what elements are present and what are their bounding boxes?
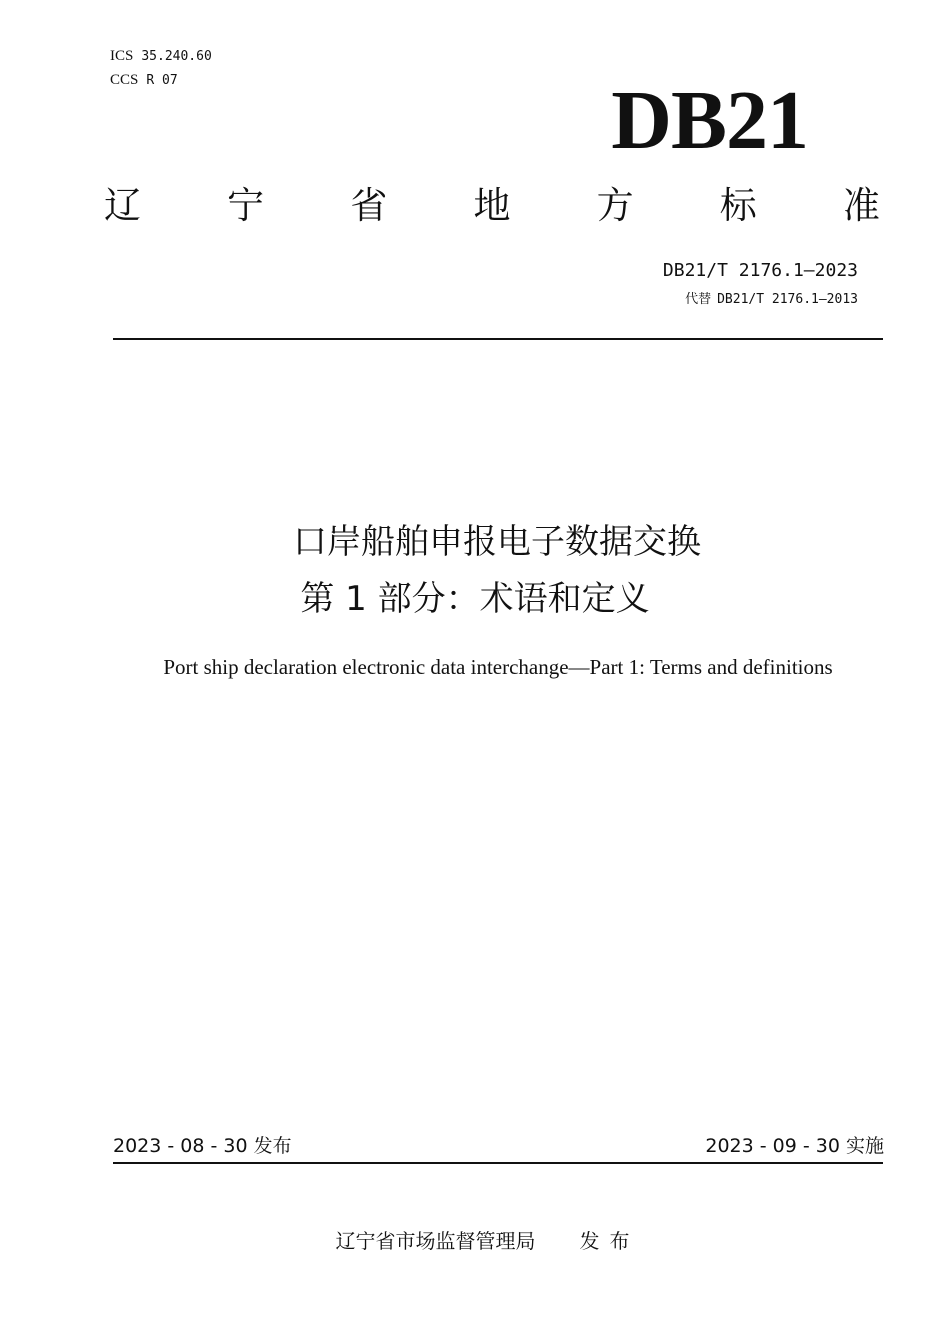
standard-type-char: 辽 — [104, 184, 141, 227]
publisher-action: 发布 — [579, 1229, 640, 1253]
standard-number: DB21/T 2176.1—2023 — [662, 260, 858, 281]
standard-type-char: 准 — [842, 184, 880, 227]
standard-mark: DB21 — [611, 74, 808, 167]
standard-type-char: 标 — [719, 184, 757, 227]
publisher-name: 辽宁省市场监督管理局 — [335, 1229, 536, 1253]
ics-classification — [110, 47, 212, 66]
document-title-english: Port ship declaration electronic data interchange—Part 1: Terms and definitions — [163, 655, 833, 679]
publisher-line — [0, 1228, 950, 1254]
standard-type-char: 省 — [350, 184, 388, 227]
standard-type-char: 宁 — [227, 184, 265, 227]
header-divider — [113, 338, 883, 340]
document-title-part: 第 1 部分：术语和定义 — [300, 579, 650, 619]
standard-type-char: 方 — [596, 184, 634, 227]
standard-type-title — [104, 184, 880, 228]
standard-type-char: 地 — [473, 184, 511, 227]
ics-code: 35.240.60 — [141, 49, 212, 64]
implementation-date: 2023 - 09 - 30 实施 — [705, 1135, 884, 1157]
ccs-code: R 07 — [146, 73, 178, 88]
issue-date: 2023 - 08 - 30 发布 — [113, 1135, 292, 1157]
ics-label: ICS — [110, 48, 134, 64]
footer-divider — [113, 1162, 883, 1164]
ccs-label: CCS — [110, 72, 139, 88]
replaces-label: 代替 — [685, 292, 712, 307]
replaces-code: DB21/T 2176.1—2013 — [717, 292, 858, 307]
replaces-standard — [685, 291, 858, 309]
document-title-main: 口岸船舶申报电子数据交换 — [293, 522, 701, 562]
ccs-classification — [110, 71, 178, 90]
